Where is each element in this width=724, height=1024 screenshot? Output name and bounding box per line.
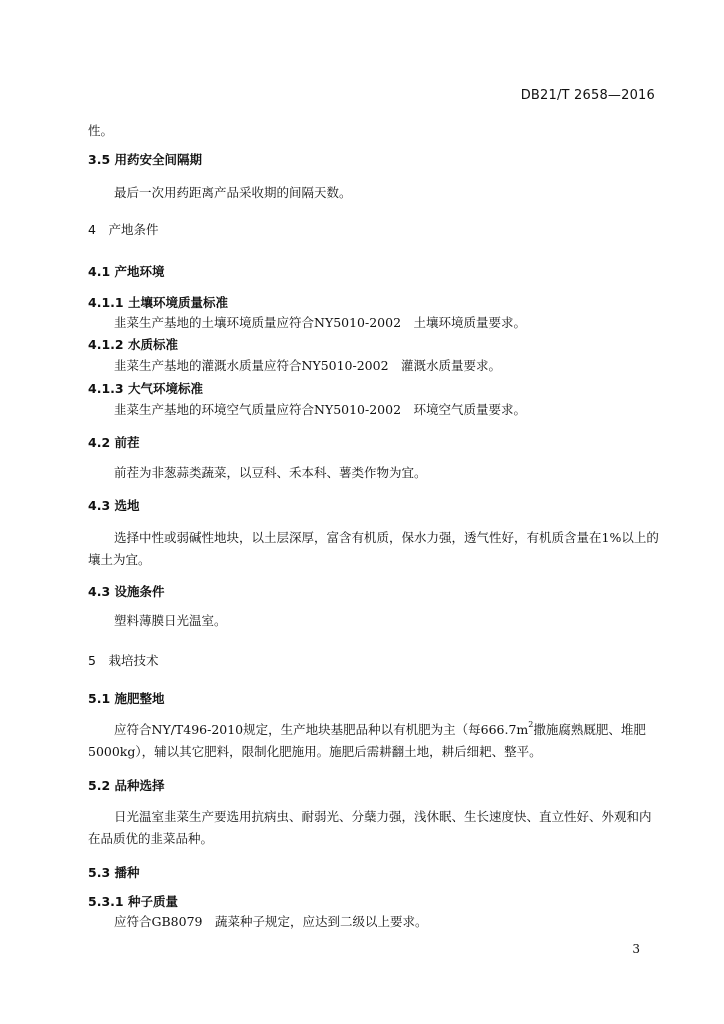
section-4-1-1-text: 韭菜生产基地的土壤环境质量应符合NY5010-2002 土壤环境质量要求。 [114,315,527,330]
document-code-header: DB21/T 2658—2016 [520,88,655,103]
section-4-1-3-text: 韭菜生产基地的环境空气质量应符合NY5010-2002 环境空气质量要求。 [114,402,527,417]
section-5-3-1-heading: 5.3.1 种子质量 [88,894,178,909]
section-5-2-heading: 5.2 品种选择 [88,778,165,793]
section-4-3-facility-text: 塑料薄膜日光温室。 [114,613,227,628]
section-4-1-3-heading: 4.1.3 大气环境标准 [88,381,203,396]
page-number: 3 [632,942,640,956]
section-4-2-text: 前茬为非葱蒜类蔬菜，以豆科、禾本科、薯类作物为宜。 [114,465,427,480]
section-5-3-1-text: 应符合GB8079 蔬菜种子规定，应达到二级以上要求。 [114,914,428,929]
section-4-3-text-line2: 壤土为宜。 [88,552,151,567]
section-4-1-2-heading: 4.1.2 水质标准 [88,337,178,352]
chapter-5-heading: 5 栽培技术 [88,653,159,668]
chapter-4-heading: 4 产地条件 [88,222,159,237]
section-4-1-1-heading: 4.1.1 土壤环境质量标准 [88,295,228,310]
section-5-2-text-line1: 日光温室韭菜生产要选用抗病虫、耐弱光、分蘖力强，浅休眠、生长速度快、直立性好、外观和内 [114,809,652,824]
section-5-1-text-line1: 应符合NY/T496-2010规定，生产地块基肥品种以有机肥为主（每$666.7m^2$撒施腐熟厩肥、堆肥 [114,720,646,737]
section-3-5-text: 最后一次用药距离产品采收期的间隔天数。 [114,185,352,200]
section-4-3-facility-heading: 4.3 设施条件 [88,584,165,599]
section-5-1-text-line2: 5000kg），辅以其它肥料，限制化肥施用。施肥后需耕翻土地，耕后细耙、整平。 [88,744,542,759]
section-5-2-text-line2: 在品质优的韭菜品种。 [88,831,214,846]
section-5-1-heading: 5.1 施肥整地 [88,691,165,706]
section-5-3-heading: 5.3 播种 [88,865,140,880]
section-4-1-2-text: 韭菜生产基地的灌溉水质量应符合NY5010-2002 灌溉水质量要求。 [114,358,502,373]
section-4-1-heading: 4.1 产地环境 [88,264,165,279]
section-4-3-heading: 4.3 选地 [88,498,140,513]
continued-text: 性。 [88,123,114,138]
section-4-2-heading: 4.2 前茬 [88,435,140,450]
section-3-5-heading: 3.5 用药安全间隔期 [88,152,202,167]
section-4-3-text-line1: 选择中性或弱碱性地块，以土层深厚，富含有机质，保水力强，透气性好，有机质含量在1%以上的 [114,530,659,545]
